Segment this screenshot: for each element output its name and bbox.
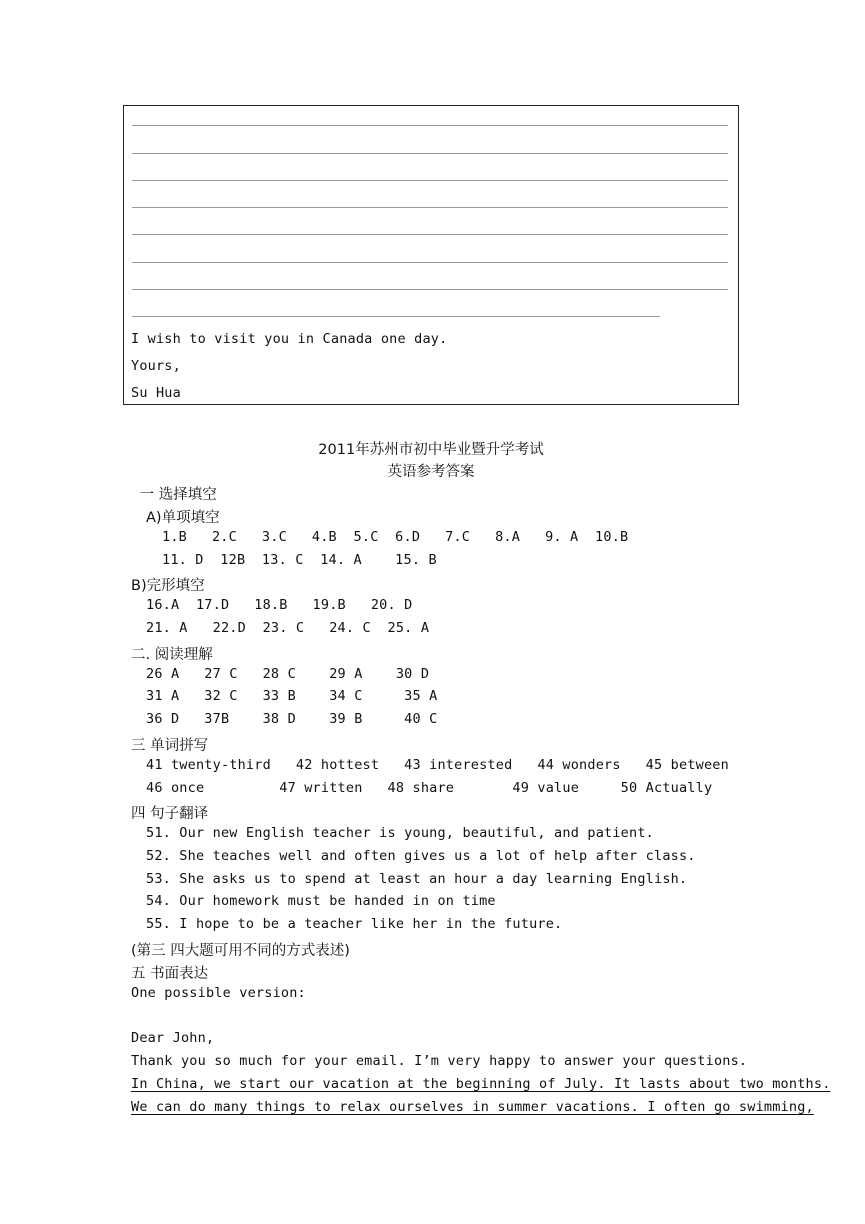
section1-partB-row2: 21. A 22.D 23. C 24. C 25. A [146,620,430,636]
page-subtitle: 英语参考答案 [387,464,475,480]
page-title: 2011年苏州市初中毕业暨升学考试 [318,442,544,458]
section1-partB-row1: 16.A 17.D 18.B 19.B 20. D [146,597,413,613]
section2-row3: 36 D 37B 38 D 39 B 40 C [146,711,438,727]
translation-55: 55. I hope to be a teacher like her in the future. [146,916,563,932]
section3-heading: 三 单词拼写 [131,738,209,754]
letter-signature: Su Hua [131,385,181,401]
writing-line-4 [132,207,728,208]
writing-line-5 [132,234,728,235]
writing-line-3 [132,180,728,181]
writing-line-1 [132,125,728,126]
section1-partA-row1: 1.B 2.C 3.C 4.B 5.C 6.D 7.C 8.A 9. A 10.B [162,529,629,545]
section1-partA-row2: 11. D 12B 13. C 14. A 15. B [162,552,437,568]
translation-51: 51. Our new English teacher is young, beautiful, and patient. [146,825,654,841]
section4-heading: 四 句子翻译 [131,806,209,822]
section5-intro: One possible version: [131,985,306,1001]
letter-line-2: In China, we start our vacation at the beginning of July. It lasts about two months. [131,1076,831,1092]
letter-sign-off: Yours, [131,358,181,374]
section1-heading: 一 选择填空 [135,487,217,503]
section2-row1: 26 A 27 C 28 C 29 A 30 D [146,666,430,682]
section4-note: (第三 四大题可用不同的方式表述) [131,943,350,959]
letter-line-1: Thank you so much for your email. I’m very happy to answer your questions. [131,1053,748,1069]
section3-row2: 46 once 47 written 48 share 49 value 50 Actually [146,780,713,796]
section3-row1: 41 twenty-third 42 hottest 43 interested 44 wonders 45 between [146,757,729,773]
writing-line-7 [132,289,728,290]
translation-53: 53. She asks us to spend at least an hour a day learning English. [146,871,688,887]
translation-54: 54. Our homework must be handed in on time [146,893,496,909]
section5-heading: 五 书面表达 [131,966,209,982]
section1-partB-heading: B)完形填空 [131,578,205,594]
section2-heading: 二. 阅读理解 [131,647,213,663]
letter-writing-box [123,105,739,405]
writing-line-8 [132,316,660,317]
translation-52: 52. She teaches well and often gives us a lot of help after class. [146,848,696,864]
letter-closing-line: I wish to visit you in Canada one day. [131,331,448,347]
section1-partA-heading: A)单项填空 [146,510,220,526]
writing-line-6 [132,262,728,263]
section2-row2: 31 A 32 C 33 B 34 C 35 A [146,688,438,704]
letter-line-3: We can do many things to relax ourselves in summer vacations. I often go swimming, [131,1099,814,1115]
letter-salutation: Dear John, [131,1030,215,1046]
writing-line-2 [132,153,728,154]
